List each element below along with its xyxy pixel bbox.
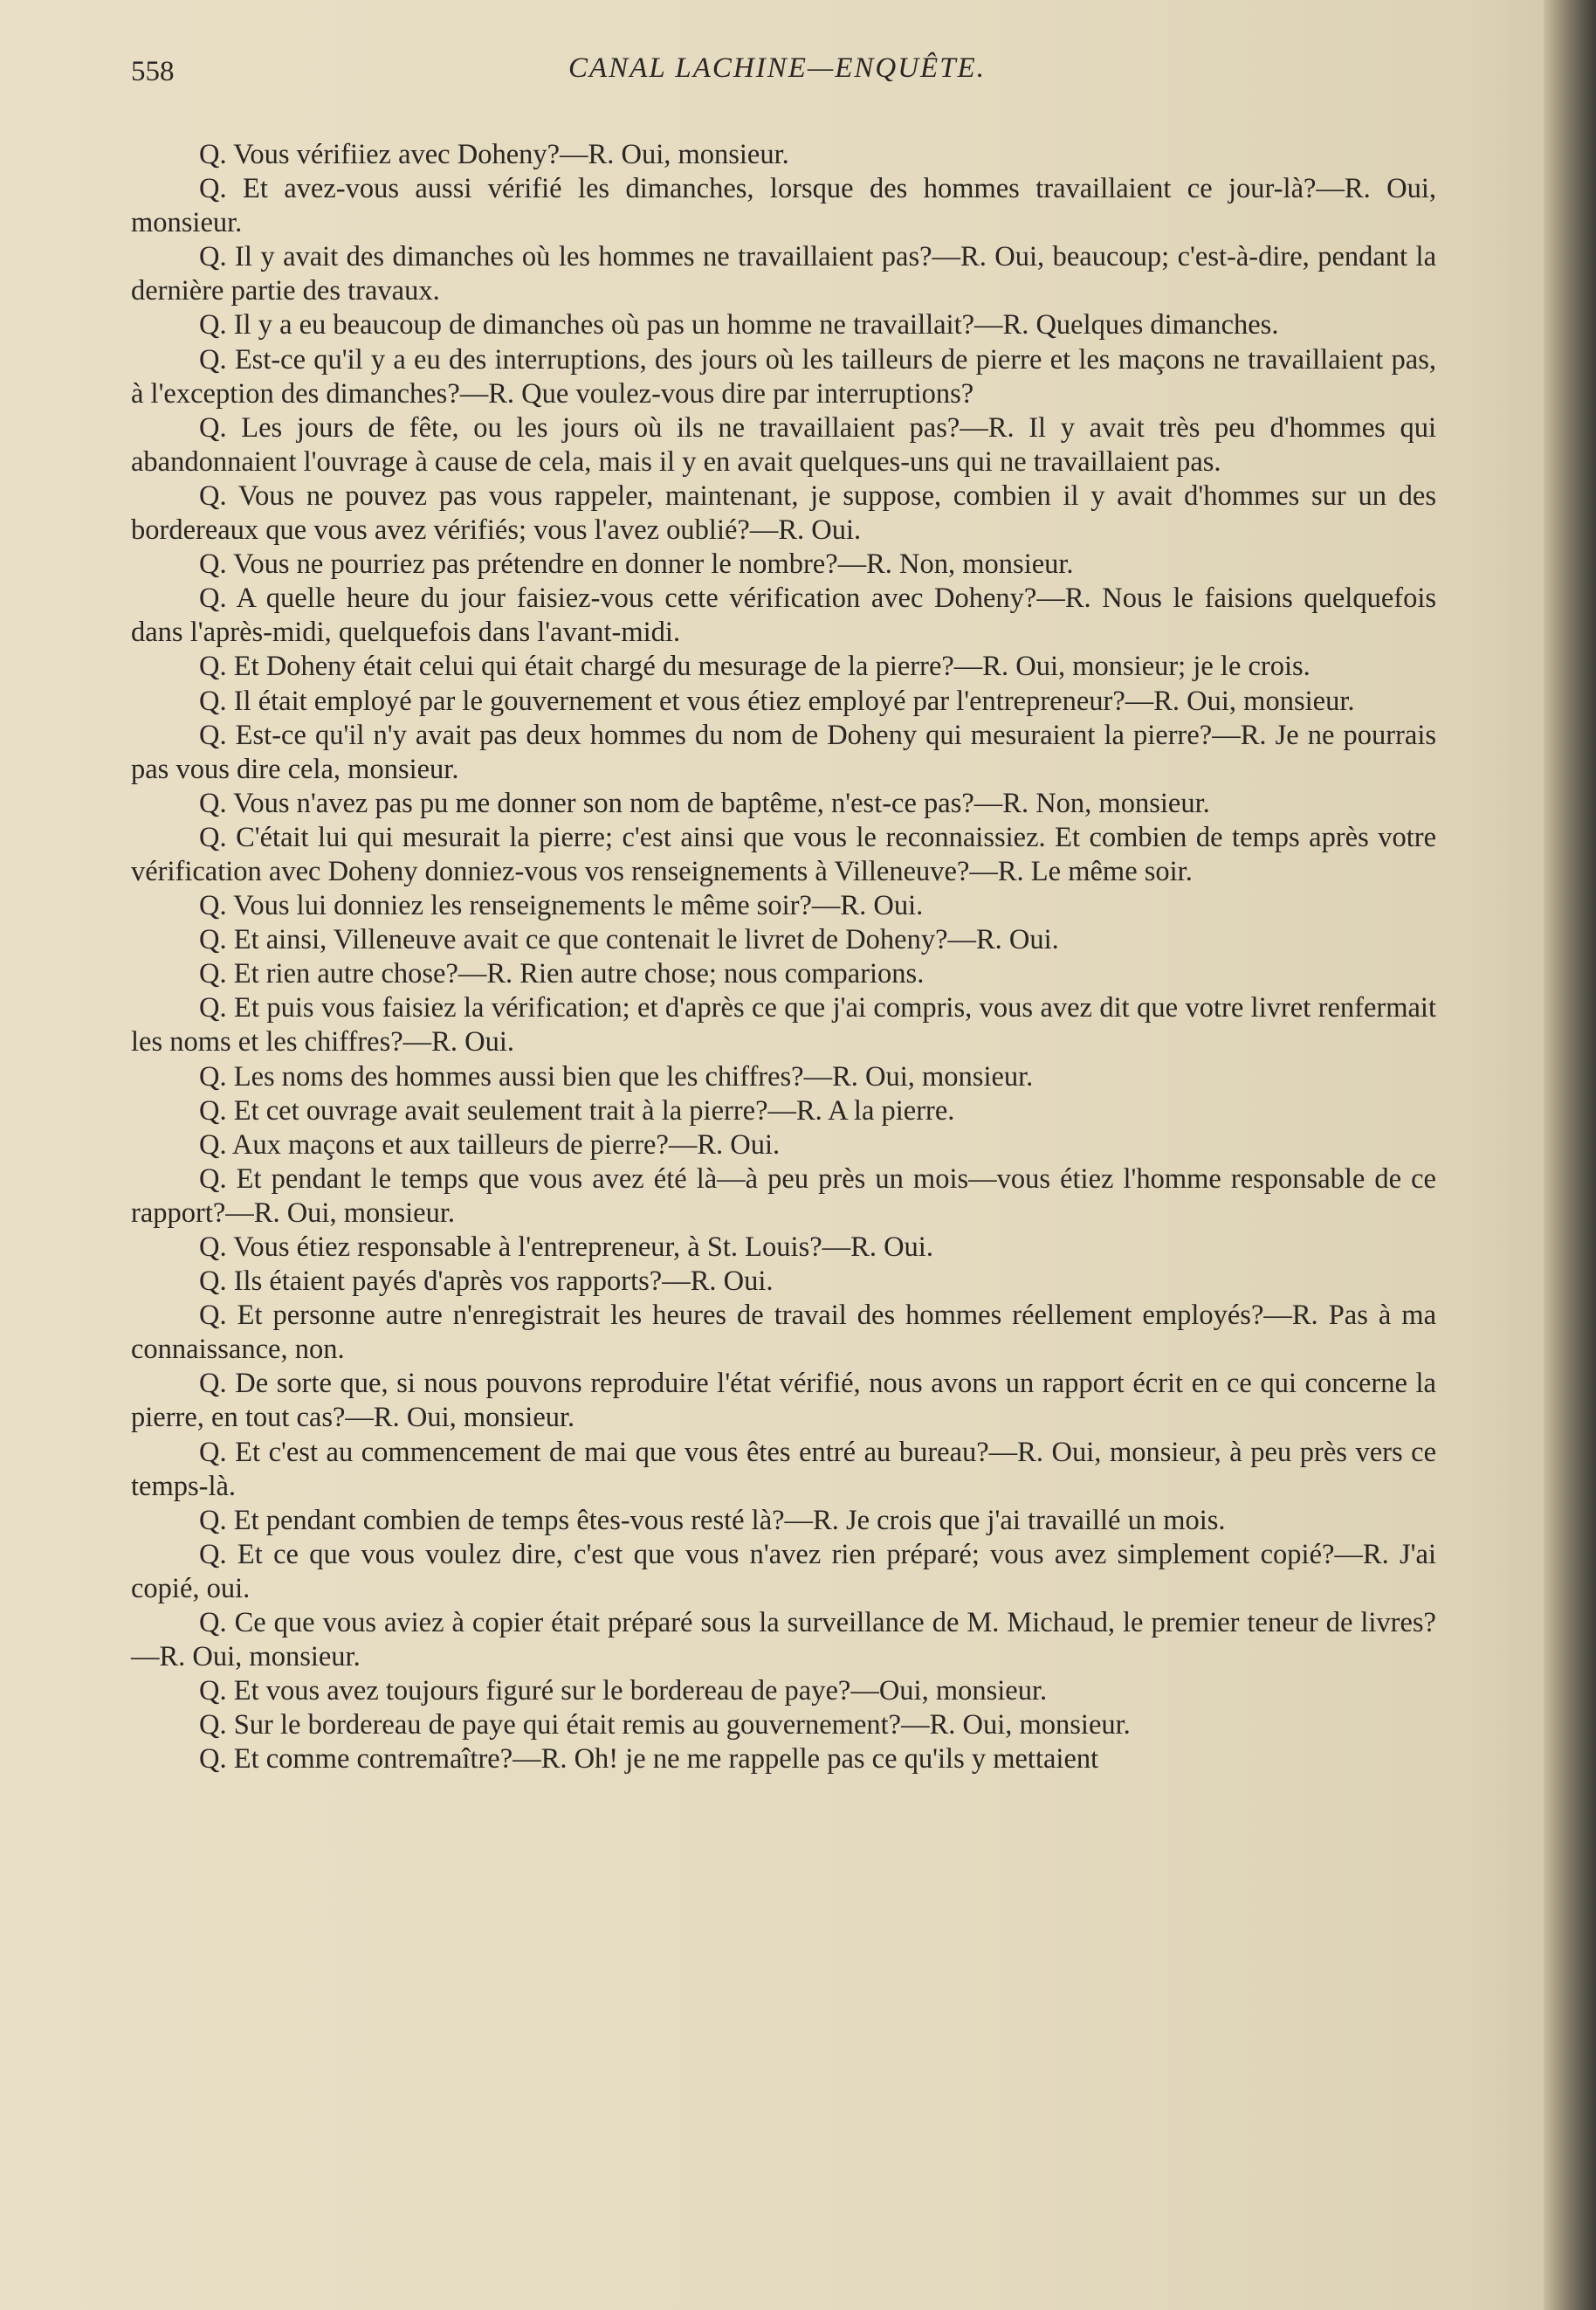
qa-paragraph: Q. Et pendant le temps que vous avez été là—à peu près un mois—vous étiez l'homme responsable de ce rapport?—R. Oui, monsieur. (131, 1162, 1436, 1229)
qa-paragraph: Q. Et personne autre n'enregistrait les heures de travail des hommes réellement employés?—R. Pas à ma connaissance, non. (131, 1300, 1436, 1366)
qa-paragraph: Q. Ils étaient payés d'après vos rapports?—R. Oui. (199, 1265, 774, 1298)
running-title: CANAL LACHINE—ENQUÊTE. (568, 52, 986, 84)
qa-paragraph: Q. Et puis vous faisiez la vérification; et d'après ce que j'ai compris, vous avez dit que votre livret renfermait les noms et les chiffres?—R. Oui. (131, 992, 1436, 1058)
qa-paragraph: Q. Et Doheny était celui qui était chargé du mesurage de la pierre?—R. Oui, monsieur; je le crois. (199, 651, 1311, 683)
qa-paragraph: Q. Vous n'avez pas pu me donner son nom de baptême, n'est-ce pas?—R. Non, monsieur. (199, 787, 1210, 819)
qa-paragraph: Q. Et vous avez toujours figuré sur le bordereau de paye?—Oui, monsieur. (199, 1675, 1048, 1707)
qa-paragraph: Q. C'était lui qui mesurait la pierre; c'est ainsi que vous le reconnaissiez. Et combien de temps après votre vérification avec Doheny donniez-vous vos renseignements à Villeneuve?—R. Le même soir. (131, 821, 1436, 887)
qa-paragraph: Q. Et comme contremaître?—R. Oh! je ne me rappelle pas ce qu'ils y mettaient (199, 1743, 1099, 1776)
qa-paragraph: Q. Et avez-vous aussi vérifié les dimanches, lorsque des hommes travaillaient ce jour-là?—R. Oui, monsieur. (131, 173, 1436, 239)
book-gutter-shadow (1544, 0, 1596, 2310)
page-number: 558 (131, 56, 175, 87)
qa-paragraph: Q. Vous lui donniez les renseignements le même soir?—R. Oui. (199, 890, 924, 922)
qa-paragraph: Q. De sorte que, si nous pouvons reproduire l'état vérifié, nous avons un rapport écrit en ce qui concerne la pierre, en tout cas?—R. Oui, monsieur. (131, 1368, 1436, 1434)
qa-paragraph: Q. Et c'est au commencement de mai que vous êtes entré au bureau?—R. Oui, monsieur, à peu près vers ce temps-là. (131, 1436, 1436, 1502)
page-header (131, 51, 1423, 94)
qa-paragraph: Q. Il y avait des dimanches où les hommes ne travaillaient pas?—R. Oui, beaucoup; c'est-à-dire, pendant la dernière partie des travaux. (131, 241, 1436, 307)
qa-paragraph: Q. Et ce que vous voulez dire, c'est que vous n'avez rien préparé; vous avez simplement copié?—R. J'ai copié, oui. (131, 1538, 1436, 1604)
body-text (131, 138, 1436, 1777)
qa-paragraph: Q. Et pendant combien de temps êtes-vous resté là?—R. Je crois que j'ai travaillé un mois. (199, 1504, 1226, 1536)
qa-paragraph: Q. Il était employé par le gouvernement et vous étiez employé par l'entrepreneur?—R. Oui, monsieur. (199, 685, 1355, 717)
qa-paragraph: Q. Vous ne pourriez pas prétendre en donner le nombre?—R. Non, monsieur. (199, 548, 1074, 581)
qa-paragraph: Q. Vous vérifiiez avec Doheny?—R. Oui, monsieur. (199, 139, 789, 170)
qa-paragraph: Q. Vous étiez responsable à l'entrepreneur, à St. Louis?—R. Oui. (199, 1231, 933, 1263)
qa-paragraph: Q. Est-ce qu'il n'y avait pas deux hommes du nom de Doheny qui mesuraient la pierre?—R. Je ne pourrais pas vous dire cela, monsieur. (131, 719, 1436, 785)
qa-paragraph: Q. Vous ne pouvez pas vous rappeler, maintenant, je suppose, combien il y avait d'hommes sur un des bordereaux que vous avez vérifiés; vous l'avez oublié?—R. Oui. (131, 479, 1436, 547)
qa-paragraph: Q. Les jours de fête, ou les jours où ils ne travaillaient pas?—R. Il y avait très peu d'hommes qui abandonnaient l'ouvrage à cause de cela, mais il y en avait quelques-uns qui ne travaillaient pas. (131, 411, 1436, 478)
qa-paragraph: Q. Les noms des hommes aussi bien que les chiffres?—R. Oui, monsieur. (199, 1060, 1034, 1093)
qa-paragraph: Q. Ce que vous aviez à copier était préparé sous la surveillance de M. Michaud, le premier teneur de livres?—R. Oui, monsieur. (131, 1607, 1436, 1673)
qa-paragraph: Q. A quelle heure du jour faisiez-vous cette vérification avec Doheny?—R. Nous le faisions quelquefois dans l'après-midi, quelquefois dans l'avant-midi. (131, 583, 1436, 649)
qa-paragraph: Q. Et ainsi, Villeneuve avait ce que contenait le livret de Doheny?—R. Oui. (199, 924, 1059, 956)
qa-paragraph: Q. Il y a eu beaucoup de dimanches où pas un homme ne travaillait?—R. Quelques dimanches. (199, 309, 1279, 341)
qa-paragraph: Q. Est-ce qu'il y a eu des interruptions, des jours où les tailleurs de pierre et les maçons ne travaillaient pas, à l'exception des dimanches?—R. Que voulez-vous dire par interruptions? (131, 343, 1436, 410)
qa-paragraph: Q. Et cet ouvrage avait seulement trait à la pierre?—R. A la pierre. (199, 1094, 955, 1127)
qa-paragraph: Q. Aux maçons et aux tailleurs de pierre?—R. Oui. (199, 1128, 781, 1161)
qa-paragraph: Q. Et rien autre chose?—R. Rien autre chose; nous comparions. (199, 958, 925, 990)
qa-paragraph: Q. Sur le bordereau de paye qui était remis au gouvernement?—R. Oui, monsieur. (199, 1709, 1131, 1741)
